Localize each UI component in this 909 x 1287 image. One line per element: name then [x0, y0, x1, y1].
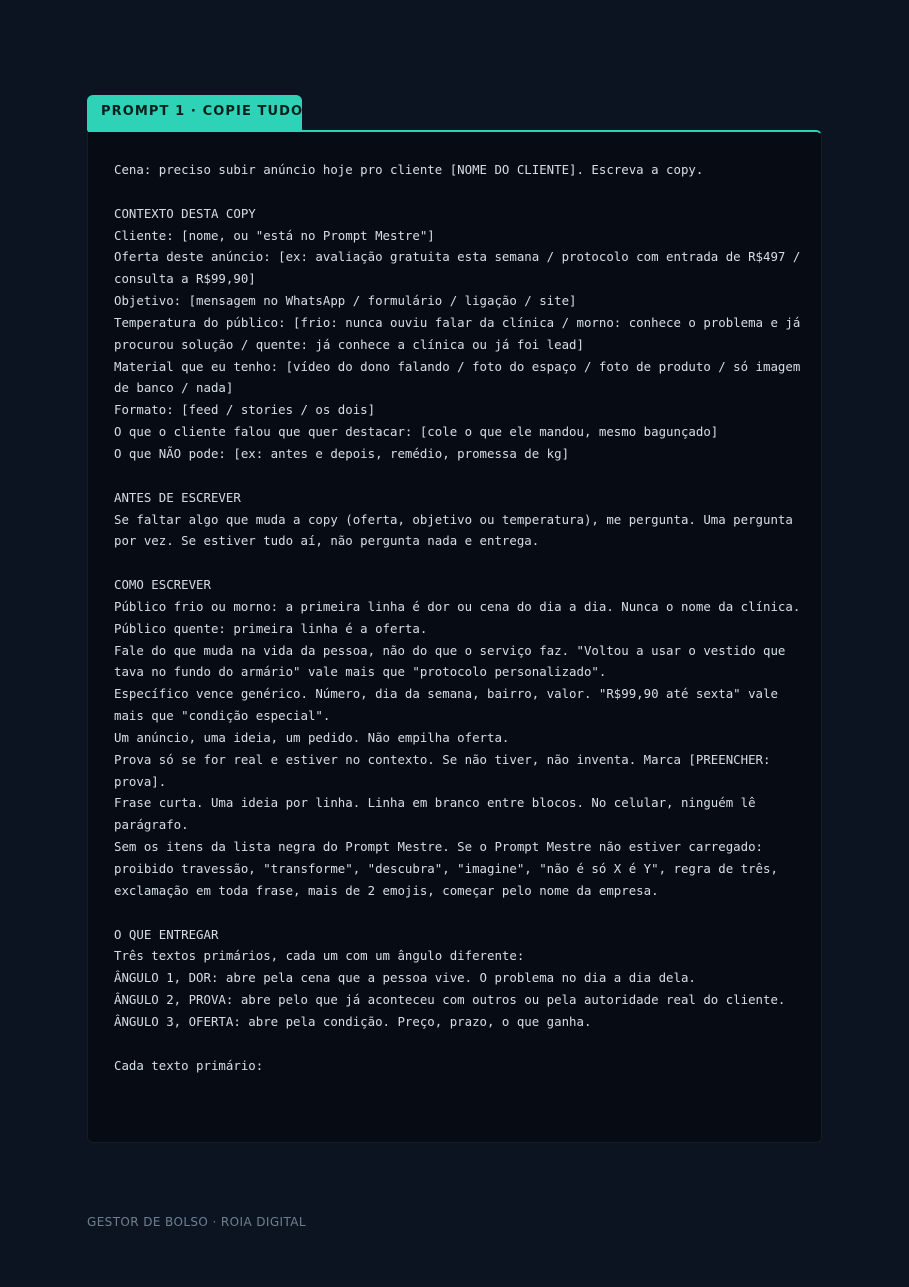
footer-credit: GESTOR DE BOLSO · ROIA DIGITAL	[87, 1215, 306, 1229]
prompt-code-block[interactable]	[87, 130, 822, 1143]
prompt-tab: PROMPT 1 · COPIE TUDO	[87, 95, 302, 131]
prompt-text[interactable]: Cena: preciso subir anúncio hoje pro cliente [NOME DO CLIENTE]. Escreva a copy. CONTEXTO DESTA COPY Cliente: [nome, ou "está no Prompt Mestre"] Oferta deste anúncio: [ex: avaliação gratuita esta semana / protocolo com entrada de R$497 / consulta a R$99,90] Objetivo: [mensagem no WhatsApp / formulário / ligação / site] Temperatura do público: [frio: nunca ouviu falar da clínica / morno: conhece o problema e já procurou solução / quente: já conhece a clínica ou já foi lead] Material que eu tenho: [vídeo do dono falando / foto do espaço / foto de produto / só imagem de banco / nada] Formato: [feed / stories / os dois] O que o cliente falou que quer destacar: [cole o que ele mandou, mesmo bagunçado] O que NÃO pode: [ex: antes e depois, remédio, promessa de kg] ANTES DE ESCREVER Se faltar algo que muda a copy (oferta, objetivo ou temperatura), me pergunta. Uma pergunta por vez. Se estiver tudo aí, não pergunta nada e entrega. COMO ESCREVER Público frio ou morno: a primeira linha é dor ou cena do dia a dia. Nunca o nome da clínica. Público quente: primeira linha é a oferta. Fale do que muda na vida da pessoa, não do que o serviço faz. "Voltou a usar o vestido que tava no fundo do armário" vale mais que "protocolo personalizado". Específico vence genérico. Número, dia da semana, bairro, valor. "R$99,90 até sexta" vale mais que "condição especial". Um anúncio, uma ideia, um pedido. Não empilha oferta. Prova só se for real e estiver no contexto. Se não tiver, não inventa. Marca [PREENCHER: prova]. Frase curta. Uma ideia por linha. Linha em branco entre blocos. No celular, ninguém lê parágrafo. Sem os itens da lista negra do Prompt Mestre. Se o Prompt Mestre não estiver carregado: proibido travessão, "transforme", "descubra", "imagine", "não é só X é Y", regra de três, exclamação em toda frase, mais de 2 emojis, começar pelo nome da empresa. O QUE ENTREGAR Três textos primários, cada um com um ângulo diferente: ÂNGULO 1, DOR: abre pela cena que a pessoa vive. O problema no dia a dia dela. ÂNGULO 2, PROVA: abre pelo que já aconteceu com outros ou pela autoridade real do cliente. ÂNGULO 3, OFERTA: abre pela condição. Preço, prazo, o que ganha. Cada texto primário:	[114, 162, 801, 1073]
